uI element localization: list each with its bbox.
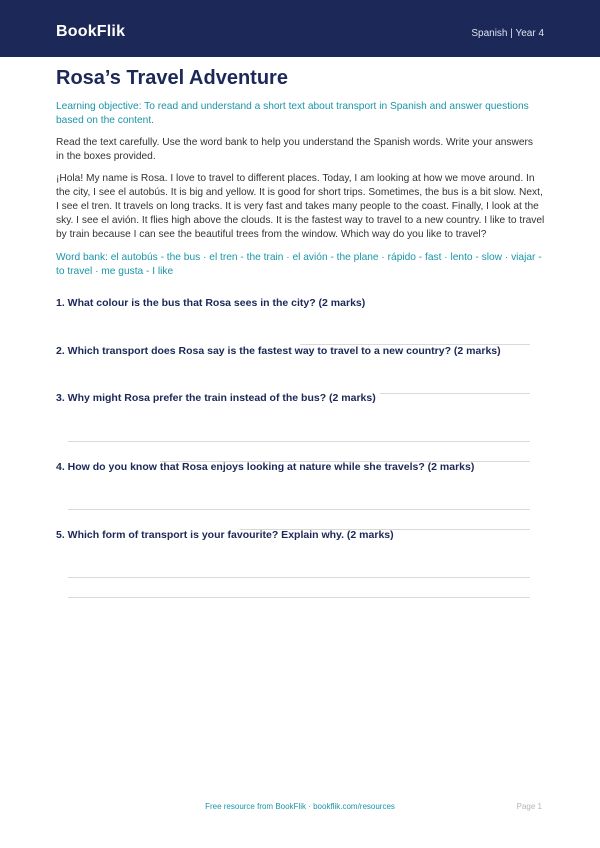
answer-line[interactable] — [68, 441, 530, 442]
question-4: 4. How do you know that Rosa enjoys looking at nature while she travels? (2 marks) — [56, 461, 475, 473]
answer-line[interactable] — [68, 509, 530, 510]
page-number: Page 1 — [516, 802, 542, 811]
question-1: 1. What colour is the bus that Rosa sees in the city? (2 marks) — [56, 297, 366, 309]
answer-line[interactable] — [68, 577, 530, 578]
word-bank: Word bank: el autobús - the bus · el tren - the train · el avión - the plane · rápido - fast · lento - slow · viajar - to travel · me gusta - I like — [56, 252, 542, 277]
brand-logo: BookFlik — [56, 23, 126, 40]
footer-link[interactable]: Free resource from BookFlik · bookflik.com/resources — [205, 802, 395, 811]
subject-year-label: Spanish | Year 4 — [471, 28, 544, 39]
answer-line[interactable] — [68, 597, 530, 598]
reading-passage: ¡Hola! My name is Rosa. I love to travel to different places. Today, I am looking at how we move around. In the city, I see el autobús. It is big and yellow. It is good for short trips. Sometimes, the bus is a bit slow. Next, I see el tren. It travels on long tracks. It is very fast and takes many people to the coast. Finally, I look at the sky. I see el avión. It flies high above the clouds. It is the fastest way to travel to a new country. I like to travel by train because I can see the beautiful trees from the window. Which way do you like to travel? — [56, 173, 545, 240]
header-bar — [0, 0, 600, 57]
instructions: Read the text carefully. Use the word bank to help you understand the Spanish words. Write your answers in the boxes provided. — [56, 137, 533, 162]
question-3: 3. Why might Rosa prefer the train instead of the bus? (2 marks) — [56, 392, 376, 404]
question-5: 5. Which form of transport is your favourite? Explain why. (2 marks) — [56, 529, 394, 541]
question-2: 2. Which transport does Rosa say is the fastest way to travel to a new country? (2 marks) — [56, 345, 501, 357]
learning-objective: Learning objective: To read and understand a short text about transport in Spanish and answer questions based on the content. — [56, 101, 529, 126]
page-title: Rosa’s Travel Adventure — [56, 67, 288, 89]
